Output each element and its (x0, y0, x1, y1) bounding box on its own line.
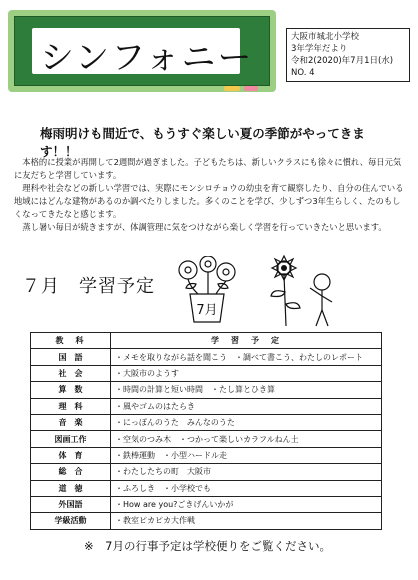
subject-cell: 外国語 (31, 496, 111, 512)
content-cell: ・わたしたちの町 大阪市 (111, 464, 382, 480)
flower-pot-icon (172, 256, 242, 326)
subject-cell: 図画工作 (31, 431, 111, 447)
content-cell: ・にっぽんのうた みんなのうた (111, 414, 382, 430)
content-cell: ・大阪市のようす (111, 365, 382, 381)
content-cell: ・How are you?ごきげんいかが (111, 496, 382, 512)
subject-cell: 学級活動 (31, 513, 111, 529)
schedule-table (30, 332, 382, 530)
table-row (31, 398, 382, 414)
title-blackboard (8, 10, 276, 92)
subject-cell: 総 合 (31, 464, 111, 480)
content-cell: ・風やゴムのはたらき (111, 398, 382, 414)
table-row (31, 480, 382, 496)
table-header-row (31, 333, 382, 349)
issue-info-box (286, 28, 410, 82)
flower-pot-label: 7月 (196, 303, 218, 318)
paragraph: 蒸し暑い毎日が続きますが、体調管理に気をつけながら楽しく学習を行っていきたいと思います。 (22, 222, 387, 232)
table-row (31, 349, 382, 365)
content-cell: ・教室ピカピカ大作戦 (111, 513, 382, 529)
paragraph: 理科や社会などの新しい学習では、実際にモンシロチョウの幼虫を育て観察したり、自分の住んでいる地域にはどんな建物があるのか調べたりしました。多くのことを学び、少しずつ3年生らしく、たのもしくなってきたなと感じます。 (14, 183, 404, 219)
table-row (31, 365, 382, 381)
subject-cell: 道 徳 (31, 480, 111, 496)
schedule-title: ７月 学習予定 (22, 276, 155, 297)
newsletter-title: シンフォニー (40, 38, 254, 78)
issue-date: 令和2(2020)年7月1日(水) (291, 56, 394, 66)
chalk-pink (244, 86, 258, 91)
table-row (31, 496, 382, 512)
subject-cell: 算 数 (31, 382, 111, 398)
issue-number: NO. 4 (291, 68, 315, 78)
table-row (31, 431, 382, 447)
subject-cell: 音 楽 (31, 414, 111, 430)
chalk-yellow (224, 86, 240, 91)
table-row (31, 464, 382, 480)
table-row (31, 447, 382, 463)
paragraph: 本格的に授業が再開して2週間が過ぎました。子どもたちは、新しいクラスにも徐々に慣れ、毎日元気に友だちと学習しています。 (14, 157, 402, 180)
subject-cell: 国 語 (31, 349, 111, 365)
table-row (31, 513, 382, 529)
column-header-content: 学 習 予 定 (111, 333, 382, 349)
body-text (14, 156, 408, 234)
table-row (31, 414, 382, 430)
content-cell: ・メモを取りながら話を聞こう ・調べて書こう、わたしのレポート (111, 349, 382, 365)
school-name: 大阪市城北小学校 (291, 32, 360, 42)
content-cell: ・鉄棒運動 ・小型ハードル走 (111, 447, 382, 463)
event-note: ※ 7月の行事予定は学校便りをご覧ください。 (84, 539, 331, 553)
content-cell: ・ふろしき ・小学校でも (111, 480, 382, 496)
content-cell: ・時間の計算と短い時間 ・たし算とひき算 (111, 382, 382, 398)
column-header-subject: 教 科 (31, 333, 111, 349)
subject-cell: 体 育 (31, 447, 111, 463)
headline: 梅雨明けも間近で、もうすぐ楽しい夏の季節がやってきます！！ (40, 126, 365, 159)
content-cell: ・空気のつみ木 ・つかって楽しいカラフルねん土 (111, 431, 382, 447)
sunflower-child-icon (266, 252, 340, 328)
subject-cell: 理 科 (31, 398, 111, 414)
table-row (31, 382, 382, 398)
subject-cell: 社 会 (31, 365, 111, 381)
newsletter-name: 3年学年だより (291, 44, 348, 54)
